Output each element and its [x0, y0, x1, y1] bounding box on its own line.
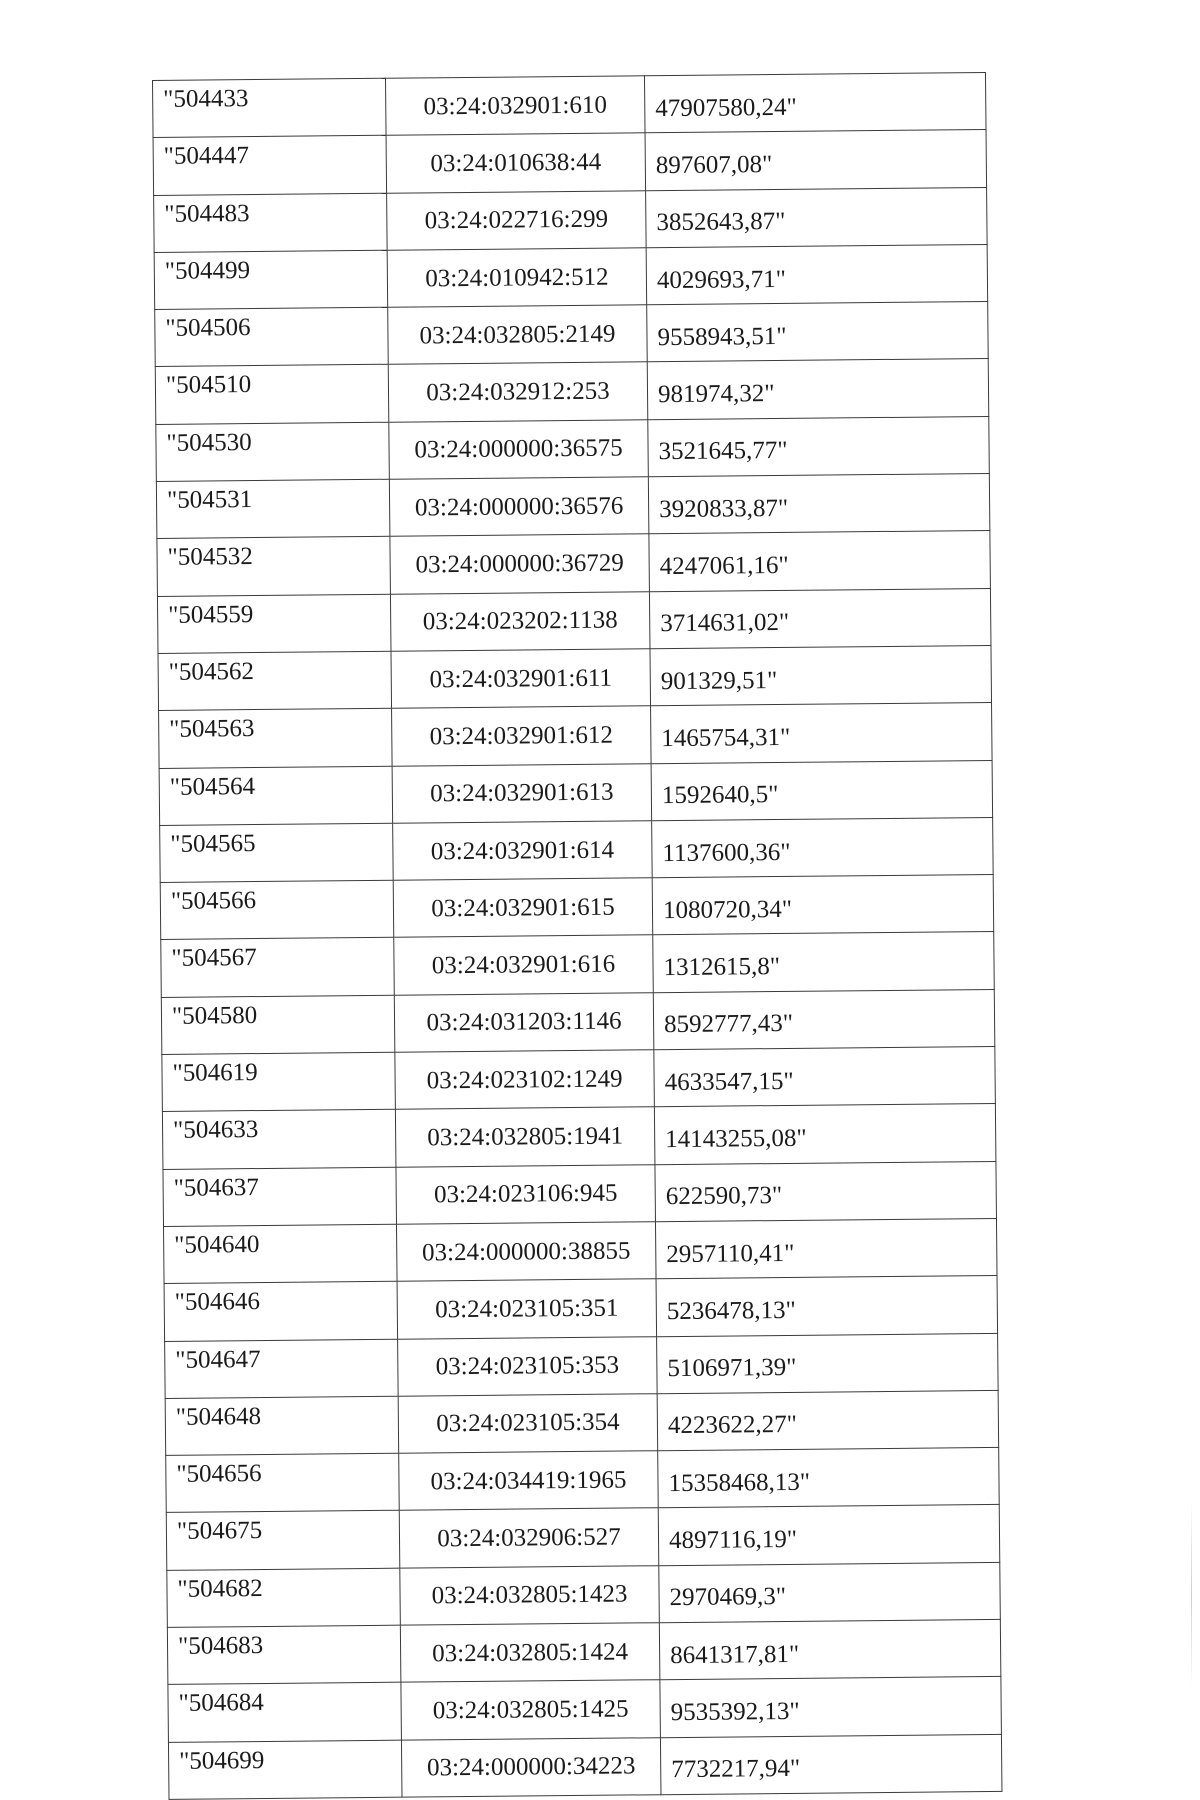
cadastral-number-cell: 03:24:032906:527 — [399, 1508, 659, 1568]
table-row — [161, 932, 995, 997]
table-row — [154, 187, 988, 252]
table-row — [168, 1734, 1002, 1799]
cadastral-number-cell: 03:24:000000:36729 — [390, 534, 650, 594]
cadastral-number-cell: 03:24:031203:1146 — [394, 992, 654, 1052]
table-row — [155, 359, 989, 424]
cadastral-value-cell: 1465754,31" — [651, 703, 993, 764]
cadastral-number-cell: 03:24:032805:1423 — [400, 1565, 660, 1625]
table-row — [163, 1161, 997, 1226]
row-code-cell: "504647 — [165, 1339, 399, 1399]
table-row — [165, 1390, 999, 1455]
cadastral-value-cell: 981974,32" — [647, 359, 989, 420]
cadastral-number-cell: 03:24:022716:299 — [387, 190, 647, 250]
table-row — [162, 1047, 996, 1112]
cadastral-number-cell: 03:24:032805:2149 — [388, 305, 648, 365]
row-code-cell: "504530 — [156, 422, 390, 482]
cadastral-number-cell: 03:24:000000:36575 — [389, 420, 649, 480]
cadastral-number-cell: 03:24:032912:253 — [388, 362, 648, 422]
row-code-cell: "504684 — [168, 1682, 402, 1742]
row-code-cell: "504483 — [154, 193, 388, 253]
cadastral-value-cell: 901329,51" — [650, 645, 992, 706]
table-row — [167, 1562, 1001, 1627]
row-code-cell: "504682 — [167, 1568, 401, 1628]
cadastral-number-cell: 03:24:000000:38855 — [396, 1222, 656, 1282]
row-code-cell: "504562 — [158, 651, 392, 711]
cadastral-number-cell: 03:24:010942:512 — [387, 248, 647, 308]
cadastral-number-cell: 03:24:023202:1138 — [390, 591, 650, 651]
cadastral-value-table — [152, 72, 1002, 1800]
cadastral-value-cell: 14143255,08" — [654, 1104, 996, 1165]
cadastral-number-cell: 03:24:032901:612 — [392, 706, 652, 766]
row-code-cell: "504675 — [166, 1511, 400, 1571]
table-row — [153, 72, 987, 137]
table-row — [168, 1677, 1002, 1742]
table-row — [154, 244, 988, 309]
table-row — [157, 531, 991, 596]
cadastral-value-cell: 3714631,02" — [649, 588, 991, 649]
table-row — [153, 130, 987, 195]
cadastral-value-cell: 4633547,15" — [654, 1047, 996, 1108]
cadastral-value-cell: 4247061,16" — [649, 531, 991, 592]
cadastral-number-cell: 03:24:023106:945 — [396, 1164, 656, 1224]
table-row — [159, 703, 993, 768]
row-code-cell: "504532 — [157, 537, 391, 597]
cadastral-number-cell: 03:24:032805:1425 — [401, 1680, 661, 1740]
row-code-cell: "504567 — [161, 938, 395, 998]
cadastral-number-cell: 03:24:023105:353 — [398, 1336, 658, 1396]
cadastral-value-cell: 4897116,19" — [658, 1505, 1000, 1566]
cadastral-number-cell: 03:24:032901:611 — [391, 649, 651, 709]
table-row — [161, 989, 995, 1054]
cadastral-number-cell: 03:24:023105:354 — [398, 1394, 658, 1454]
row-code-cell: "504637 — [163, 1167, 397, 1227]
table-row — [165, 1333, 999, 1398]
row-code-cell: "504433 — [153, 78, 387, 138]
cadastral-value-cell: 7732217,94" — [660, 1734, 1002, 1795]
cadastral-value-cell: 9535392,13" — [660, 1677, 1002, 1738]
cadastral-number-cell: 03:24:023102:1249 — [395, 1050, 655, 1110]
cadastral-value-cell: 4223622,27" — [657, 1390, 999, 1451]
cadastral-number-cell: 03:24:032901:614 — [393, 821, 653, 881]
cadastral-value-cell: 3521645,77" — [648, 416, 990, 477]
cadastral-number-cell: 03:24:032805:1424 — [400, 1623, 660, 1683]
table-row — [160, 875, 994, 940]
row-code-cell: "504447 — [153, 136, 387, 196]
cadastral-number-cell: 03:24:034419:1965 — [399, 1451, 659, 1511]
row-code-cell: "504506 — [155, 307, 389, 367]
cadastral-number-cell: 03:24:000000:36576 — [389, 477, 649, 537]
cadastral-number-cell: 03:24:032901:610 — [385, 76, 645, 136]
table-body — [153, 72, 1002, 1799]
row-code-cell: "504683 — [167, 1625, 401, 1685]
cadastral-value-cell: 5236478,13" — [656, 1276, 998, 1337]
row-code-cell: "504531 — [156, 479, 390, 539]
cadastral-value-cell: 47907580,24" — [644, 72, 986, 133]
cadastral-value-cell: 2970469,3" — [659, 1562, 1001, 1623]
cadastral-value-cell: 1080720,34" — [652, 875, 994, 936]
row-code-cell: "504510 — [155, 365, 389, 425]
table-row — [164, 1218, 998, 1283]
cadastral-value-cell: 8641317,81" — [659, 1619, 1001, 1680]
cadastral-number-cell: 03:24:010638:44 — [386, 133, 646, 193]
cadastral-value-cell: 5106971,39" — [657, 1333, 999, 1394]
cadastral-number-cell: 03:24:032805:1941 — [395, 1107, 655, 1167]
cadastral-number-cell: 03:24:032901:613 — [392, 763, 652, 823]
row-code-cell: "504619 — [162, 1052, 396, 1112]
scan-edge-artifact — [1191, 1500, 1192, 1690]
row-code-cell: "504499 — [154, 250, 388, 310]
row-code-cell: "504566 — [160, 880, 394, 940]
cadastral-value-cell: 1592640,5" — [651, 760, 993, 821]
table-row — [160, 817, 994, 882]
table-row — [162, 1104, 996, 1169]
cadastral-value-cell: 9558943,51" — [647, 302, 989, 363]
cadastral-value-cell: 8592777,43" — [653, 989, 995, 1050]
row-code-cell: "504656 — [166, 1453, 400, 1513]
table-row — [167, 1619, 1001, 1684]
cadastral-value-cell: 4029693,71" — [646, 244, 988, 305]
cadastral-value-cell: 897607,08" — [645, 130, 987, 191]
cadastral-number-cell: 03:24:032901:616 — [394, 935, 654, 995]
cadastral-number-cell: 03:24:023105:351 — [397, 1279, 657, 1339]
cadastral-value-cell: 622590,73" — [655, 1161, 997, 1222]
table-row — [155, 302, 989, 367]
cadastral-value-cell: 2957110,41" — [655, 1218, 997, 1279]
table-row — [166, 1505, 1000, 1570]
row-code-cell: "504633 — [162, 1110, 396, 1170]
table-row — [156, 416, 990, 481]
cadastral-number-cell: 03:24:032901:615 — [393, 878, 653, 938]
row-code-cell: "504564 — [159, 766, 393, 826]
table-row — [164, 1276, 998, 1341]
row-code-cell: "504699 — [168, 1740, 402, 1800]
row-code-cell: "504648 — [165, 1396, 399, 1456]
cadastral-value-cell: 1137600,36" — [652, 817, 994, 878]
table-row — [156, 474, 990, 539]
table-row — [159, 760, 993, 825]
cadastral-value-cell: 1312615,8" — [653, 932, 995, 993]
table-row — [166, 1448, 1000, 1513]
cadastral-number-cell: 03:24:000000:34223 — [401, 1737, 661, 1797]
row-code-cell: "504646 — [164, 1281, 398, 1341]
row-code-cell: "504640 — [164, 1224, 398, 1284]
table-row — [157, 588, 991, 653]
cadastral-value-cell: 3920833,87" — [648, 474, 990, 535]
row-code-cell: "504565 — [160, 823, 394, 883]
row-code-cell: "504559 — [157, 594, 391, 654]
cadastral-value-cell: 15358468,13" — [658, 1448, 1000, 1509]
table-row — [158, 645, 992, 710]
cadastral-value-cell: 3852643,87" — [646, 187, 988, 248]
row-code-cell: "504563 — [159, 708, 393, 768]
row-code-cell: "504580 — [161, 995, 395, 1055]
